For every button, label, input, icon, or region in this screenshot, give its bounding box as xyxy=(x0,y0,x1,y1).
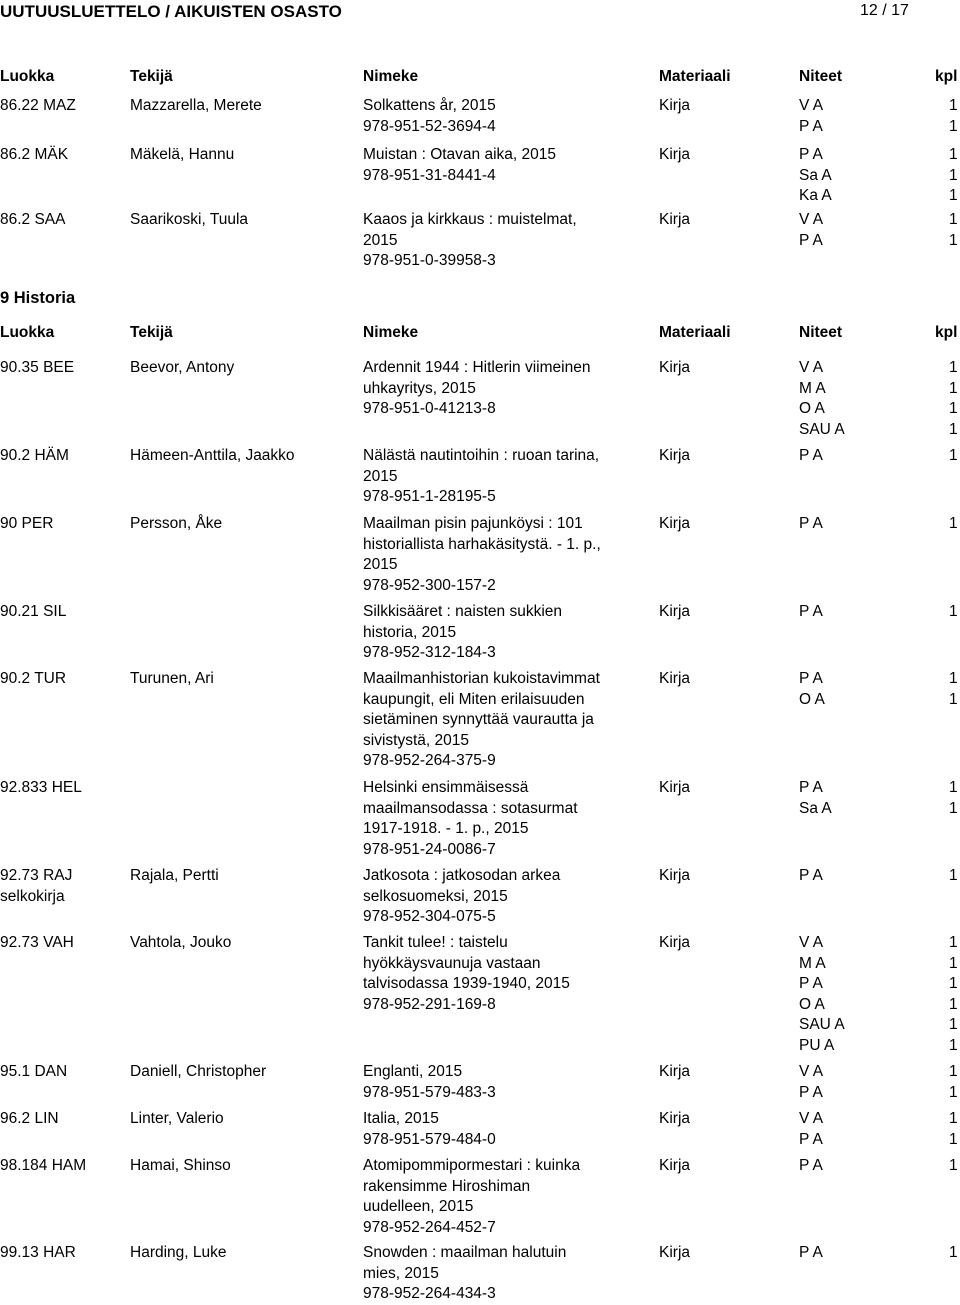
niteet-line xyxy=(799,379,958,400)
niteet-line xyxy=(799,866,958,887)
nimeke-line: 978-951-24-0086-7 xyxy=(363,840,496,858)
nimeke-line: mies, 2015 xyxy=(363,1264,439,1282)
kpl-count: 1 xyxy=(949,995,958,1013)
nimeke-line: talvisodassa 1939-1940, 2015 xyxy=(363,975,570,993)
location-code: P A xyxy=(799,670,823,687)
nimeke-line: Jatkosota : jatkosodan arkea xyxy=(363,867,561,884)
niteet-line xyxy=(799,1156,958,1177)
niteet-line xyxy=(799,166,958,187)
location-code: P A xyxy=(799,117,823,135)
niteet-cell xyxy=(799,358,958,440)
location-code: V A xyxy=(799,1063,824,1080)
nimeke-line: maailmansodassa : sotasurmat xyxy=(363,799,578,817)
luokka-line: selkokirja xyxy=(0,887,65,905)
nimeke-line: Atomipommipormestari : kuinka xyxy=(363,1157,581,1174)
nimeke-cell xyxy=(363,358,618,420)
location-code: V A xyxy=(799,97,824,114)
nimeke-line: Tankit tulee! : taistelu xyxy=(363,934,508,951)
nimeke-line: 978-952-264-375-9 xyxy=(363,752,496,770)
nimeke-line: 978-951-579-484-0 xyxy=(363,1130,496,1148)
nimeke-line: Englanti, 2015 xyxy=(363,1063,463,1080)
niteet-cell xyxy=(799,96,958,137)
kpl-count: 1 xyxy=(949,690,958,708)
nimeke-cell xyxy=(363,210,618,272)
materiaali-cell: Kirja xyxy=(659,779,691,796)
luokka-cell xyxy=(0,778,125,799)
nimeke-line: 978-951-0-41213-8 xyxy=(363,400,496,418)
materiaali-cell: Kirja xyxy=(659,359,691,376)
kpl-count: 1 xyxy=(949,187,958,205)
kpl-count: 1 xyxy=(949,420,958,438)
niteet-line xyxy=(799,669,958,690)
location-code: P A xyxy=(799,1244,823,1261)
nimeke-cell xyxy=(363,145,618,186)
nimeke-line: sietäminen synnyttää vaurautta ja xyxy=(363,711,594,729)
luokka-cell xyxy=(0,933,125,954)
kpl-count: 1 xyxy=(949,1063,958,1080)
location-code: SAU A xyxy=(799,1016,845,1034)
location-code: V A xyxy=(799,1110,824,1127)
nimeke-line: 2015 xyxy=(363,556,398,574)
col-niteet: Niteet xyxy=(799,68,843,85)
nimeke-cell xyxy=(363,1062,618,1103)
niteet-line xyxy=(799,1109,958,1130)
niteet-line xyxy=(799,602,958,623)
col-tekija: Tekijä xyxy=(130,324,173,341)
col-nimeke: Nimeke xyxy=(363,324,419,341)
nimeke-line: 978-952-312-184-3 xyxy=(363,644,496,662)
kpl-count: 1 xyxy=(949,515,958,532)
kpl-count: 1 xyxy=(949,211,958,228)
location-code: P A xyxy=(799,146,823,163)
page-number: 12 / 17 xyxy=(860,2,909,19)
location-code: P A xyxy=(799,867,823,884)
nimeke-cell xyxy=(363,1156,618,1238)
page-title: UUTUUSLUETTELO / AIKUISTEN OSASTO xyxy=(0,2,342,21)
kpl-count: 1 xyxy=(949,359,958,376)
location-code: O A xyxy=(799,690,825,708)
luokka-line: 99.13 HAR xyxy=(0,1244,76,1261)
kpl-count: 1 xyxy=(949,799,958,817)
kpl-count: 1 xyxy=(949,117,958,135)
nimeke-line: 978-951-31-8441-4 xyxy=(363,166,496,184)
niteet-cell xyxy=(799,669,958,710)
col-materiaali: Materiaali xyxy=(659,68,731,85)
nimeke-line: 978-951-0-39958-3 xyxy=(363,252,496,270)
niteet-line xyxy=(799,514,958,535)
kpl-count: 1 xyxy=(949,1016,958,1034)
location-code: PU A xyxy=(799,1036,835,1054)
nimeke-line: rakensimme Hiroshiman xyxy=(363,1177,531,1195)
nimeke-line: Maailman pisin pajunköysi : 101 xyxy=(363,515,583,532)
location-code: P A xyxy=(799,447,823,464)
materiaali-cell: Kirja xyxy=(659,1244,691,1261)
niteet-line xyxy=(799,995,958,1016)
location-code: P A xyxy=(799,515,823,532)
niteet-line xyxy=(799,778,958,799)
luokka-cell xyxy=(0,514,125,535)
nimeke-line: Kaaos ja kirkkaus : muistelmat, xyxy=(363,211,577,228)
location-code: P A xyxy=(799,1083,823,1101)
nimeke-line: 978-951-579-483-3 xyxy=(363,1083,496,1101)
tekija-cell: Harding, Luke xyxy=(130,1244,227,1261)
kpl-count: 1 xyxy=(949,1110,958,1127)
tekija-cell: Hämeen-Anttila, Jaakko xyxy=(130,447,295,464)
niteet-cell xyxy=(799,866,958,887)
materiaali-cell: Kirja xyxy=(659,934,691,951)
nimeke-line: Helsinki ensimmäisessä xyxy=(363,779,529,796)
niteet-line xyxy=(799,420,958,441)
tekija-cell: Hamai, Shinso xyxy=(130,1157,231,1174)
location-code: SAU A xyxy=(799,420,845,438)
kpl-count: 1 xyxy=(949,779,958,796)
col-nimeke: Nimeke xyxy=(363,68,419,85)
nimeke-line: historia, 2015 xyxy=(363,623,457,641)
location-code: Ka A xyxy=(799,187,832,205)
nimeke-line: 2015 xyxy=(363,231,398,249)
luokka-line: 98.184 HAM xyxy=(0,1157,87,1174)
luokka-line: 86.22 MAZ xyxy=(0,97,76,114)
luokka-cell xyxy=(0,446,125,467)
tekija-cell: Daniell, Christopher xyxy=(130,1063,267,1080)
luokka-cell xyxy=(0,1156,125,1177)
luokka-cell xyxy=(0,1062,125,1083)
niteet-line xyxy=(799,145,958,166)
niteet-line xyxy=(799,690,958,711)
luokka-cell xyxy=(0,602,125,623)
niteet-line xyxy=(799,186,958,207)
niteet-line xyxy=(799,799,958,820)
niteet-cell xyxy=(799,1109,958,1150)
location-code: O A xyxy=(799,400,825,418)
location-code: M A xyxy=(799,379,826,397)
niteet-line xyxy=(799,231,958,252)
kpl-count: 1 xyxy=(949,146,958,163)
location-code: P A xyxy=(799,231,823,249)
section-title: 9 Historia xyxy=(0,289,76,307)
niteet-cell xyxy=(799,514,958,535)
nimeke-line: Muistan : Otavan aika, 2015 xyxy=(363,146,557,163)
niteet-line xyxy=(799,446,958,467)
nimeke-cell xyxy=(363,446,618,508)
nimeke-line: sivistystä, 2015 xyxy=(363,731,469,749)
kpl-count: 1 xyxy=(949,1036,958,1054)
kpl-count: 1 xyxy=(949,1157,958,1174)
luokka-line: 96.2 LIN xyxy=(0,1110,59,1127)
luokka-cell xyxy=(0,96,125,117)
nimeke-line: 1917-1918. - 1. p., 2015 xyxy=(363,820,529,838)
tekija-cell: Mazzarella, Merete xyxy=(130,97,262,114)
nimeke-line: 978-952-264-434-3 xyxy=(363,1285,496,1303)
location-code: V A xyxy=(799,359,824,376)
niteet-line xyxy=(799,1130,958,1151)
col-tekija: Tekijä xyxy=(130,68,173,85)
nimeke-line: 978-952-300-157-2 xyxy=(363,576,496,594)
tekija-cell: Linter, Valerio xyxy=(130,1110,224,1127)
nimeke-cell xyxy=(363,778,618,860)
nimeke-cell xyxy=(363,96,618,137)
tekija-cell: Rajala, Pertti xyxy=(130,867,219,884)
tekija-cell: Persson, Åke xyxy=(130,515,223,532)
location-code: Sa A xyxy=(799,166,832,184)
kpl-count: 1 xyxy=(949,1083,958,1101)
location-code: M A xyxy=(799,954,826,972)
nimeke-line: 978-952-291-169-8 xyxy=(363,995,496,1013)
niteet-line xyxy=(799,1083,958,1104)
location-code: V A xyxy=(799,934,824,951)
kpl-count: 1 xyxy=(949,231,958,249)
location-code: P A xyxy=(799,1157,823,1174)
nimeke-cell xyxy=(363,602,618,664)
luokka-cell xyxy=(0,210,125,231)
luokka-line: 90.2 HÄM xyxy=(0,447,69,464)
niteet-line xyxy=(799,358,958,379)
nimeke-line: Snowden : maailman halutuin xyxy=(363,1244,567,1261)
tekija-cell: Beevor, Antony xyxy=(130,359,235,376)
nimeke-cell xyxy=(363,933,618,1015)
kpl-count: 1 xyxy=(949,934,958,951)
location-code: V A xyxy=(799,211,824,228)
niteet-line xyxy=(799,1036,958,1057)
luokka-line: 92.73 RAJ xyxy=(0,867,73,884)
luokka-cell xyxy=(0,1109,125,1130)
nimeke-cell xyxy=(363,669,618,772)
materiaali-cell: Kirja xyxy=(659,670,691,687)
luokka-line: 95.1 DAN xyxy=(0,1063,68,1080)
location-code: P A xyxy=(799,603,823,620)
tekija-cell: Saarikoski, Tuula xyxy=(130,211,249,228)
niteet-line xyxy=(799,210,958,231)
nimeke-cell xyxy=(363,514,618,596)
materiaali-cell: Kirja xyxy=(659,447,691,464)
niteet-cell xyxy=(799,778,958,819)
kpl-count: 1 xyxy=(949,670,958,687)
luokka-cell xyxy=(0,866,125,907)
nimeke-line: Ardennit 1944 : Hitlerin viimeinen xyxy=(363,359,591,376)
nimeke-cell xyxy=(363,866,618,928)
nimeke-line: 978-951-52-3694-4 xyxy=(363,117,496,135)
materiaali-cell: Kirja xyxy=(659,1157,691,1174)
materiaali-cell: Kirja xyxy=(659,146,691,163)
nimeke-line: kaupungit, eli Miten erilaisuuden xyxy=(363,690,585,708)
kpl-count: 1 xyxy=(949,97,958,114)
niteet-line xyxy=(799,399,958,420)
niteet-line xyxy=(799,96,958,117)
nimeke-line: uhkayritys, 2015 xyxy=(363,379,476,397)
kpl-count: 1 xyxy=(949,379,958,397)
kpl-count: 1 xyxy=(949,867,958,884)
kpl-count: 1 xyxy=(949,1244,958,1261)
kpl-count: 1 xyxy=(949,166,958,184)
luokka-cell xyxy=(0,145,125,166)
tekija-cell: Vahtola, Jouko xyxy=(130,934,232,951)
kpl-count: 1 xyxy=(949,400,958,418)
nimeke-line: historiallista harhakäsitystä. - 1. p., xyxy=(363,535,601,553)
luokka-cell xyxy=(0,358,125,379)
location-code: P A xyxy=(799,779,823,796)
luokka-line: 92.833 HEL xyxy=(0,779,82,796)
niteet-cell xyxy=(799,1156,958,1177)
niteet-cell xyxy=(799,1243,958,1264)
col-materiaali: Materiaali xyxy=(659,324,731,341)
niteet-cell xyxy=(799,145,958,207)
niteet-line xyxy=(799,117,958,138)
nimeke-line: Solkattens år, 2015 xyxy=(363,97,496,114)
materiaali-cell: Kirja xyxy=(659,1110,691,1127)
luokka-line: 86.2 SAA xyxy=(0,211,66,228)
kpl-count: 1 xyxy=(949,975,958,993)
niteet-line xyxy=(799,1015,958,1036)
luokka-line: 90.35 BEE xyxy=(0,359,75,376)
luokka-cell xyxy=(0,1243,125,1264)
luokka-line: 90.2 TUR xyxy=(0,670,67,687)
location-code: P A xyxy=(799,975,823,993)
nimeke-line: uudelleen, 2015 xyxy=(363,1198,474,1216)
niteet-cell xyxy=(799,1062,958,1103)
materiaali-cell: Kirja xyxy=(659,603,691,620)
kpl-count: 1 xyxy=(949,603,958,620)
niteet-cell xyxy=(799,602,958,623)
nimeke-line: selkosuomeksi, 2015 xyxy=(363,887,508,905)
nimeke-cell xyxy=(363,1109,618,1150)
luokka-line: 90 PER xyxy=(0,515,54,532)
kpl-count: 1 xyxy=(949,1130,958,1148)
niteet-line xyxy=(799,974,958,995)
nimeke-line: 2015 xyxy=(363,467,398,485)
nimeke-line: Nälästä nautintoihin : ruoan tarina, xyxy=(363,447,600,464)
niteet-line xyxy=(799,1062,958,1083)
location-code: P A xyxy=(799,1130,823,1148)
location-code: O A xyxy=(799,995,825,1013)
location-code: Sa A xyxy=(799,799,832,817)
materiaali-cell: Kirja xyxy=(659,1063,691,1080)
niteet-line xyxy=(799,933,958,954)
materiaali-cell: Kirja xyxy=(659,211,691,228)
tekija-cell: Mäkelä, Hannu xyxy=(130,146,235,163)
luokka-line: 86.2 MÄK xyxy=(0,146,69,163)
nimeke-line: Italia, 2015 xyxy=(363,1110,439,1127)
nimeke-line: Maailmanhistorian kukoistavimmat xyxy=(363,670,600,687)
niteet-line xyxy=(799,1243,958,1264)
materiaali-cell: Kirja xyxy=(659,867,691,884)
col-luokka: Luokka xyxy=(0,324,55,341)
tekija-cell: Turunen, Ari xyxy=(130,670,214,687)
col-luokka: Luokka xyxy=(0,68,55,85)
nimeke-cell xyxy=(363,1243,618,1305)
luokka-line: 90.21 SIL xyxy=(0,603,67,620)
materiaali-cell: Kirja xyxy=(659,97,691,114)
kpl-count: 1 xyxy=(949,954,958,972)
nimeke-line: 978-952-304-075-5 xyxy=(363,908,496,926)
luokka-cell xyxy=(0,669,125,690)
nimeke-line: 978-952-264-452-7 xyxy=(363,1218,496,1236)
luokka-line: 92.73 VAH xyxy=(0,934,74,951)
col-kpl: kpl xyxy=(935,68,958,85)
niteet-line xyxy=(799,954,958,975)
kpl-count: 1 xyxy=(949,447,958,464)
materiaali-cell: Kirja xyxy=(659,515,691,532)
nimeke-line: 978-951-1-28195-5 xyxy=(363,488,496,506)
col-kpl: kpl xyxy=(935,324,958,341)
niteet-cell xyxy=(799,210,958,251)
niteet-cell xyxy=(799,446,958,467)
nimeke-line: hyökkäysvaunuja vastaan xyxy=(363,954,541,972)
col-niteet: Niteet xyxy=(799,324,843,341)
niteet-cell xyxy=(799,933,958,1057)
nimeke-line: Silkkisääret : naisten sukkien xyxy=(363,603,563,620)
